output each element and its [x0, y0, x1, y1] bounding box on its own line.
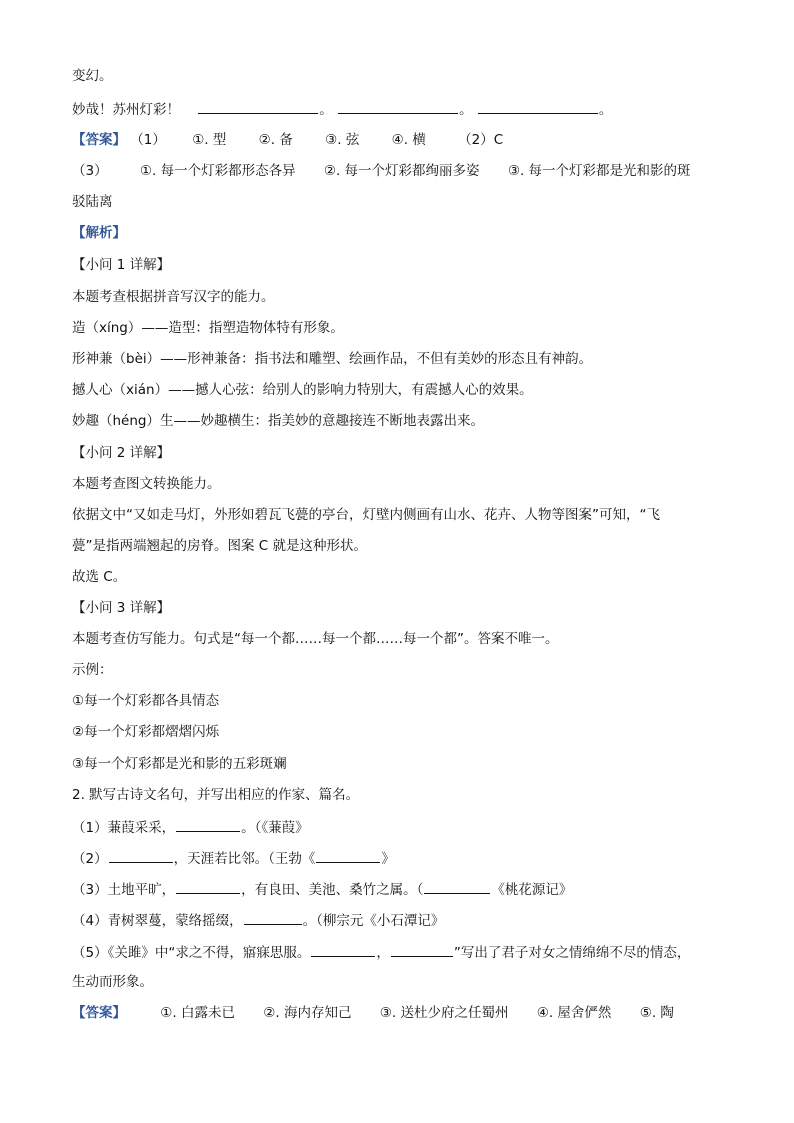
answer-line [72, 161, 691, 181]
question-number: （3） [72, 163, 108, 179]
text-segment: 妙哉！苏州灯彩！ [72, 102, 180, 118]
section-heading: 【小问 1 详解】 [72, 257, 171, 273]
fill-blank[interactable] [176, 816, 240, 832]
answer-line [72, 130, 503, 150]
fill-blank[interactable] [311, 941, 375, 957]
text-line: ②每一个灯彩都熠熠闪烁 [72, 724, 220, 740]
text-line: 甍”是指两端翘起的房脊。图案 C 就是这种形状。 [72, 538, 368, 554]
answer-item: ①. 型 [192, 132, 227, 148]
text-line: 形神兼（bèi）——形神兼备：指书法和雕塑、绘画作品，不但有美妙的形态且有神韵。 [72, 351, 593, 367]
answer-item: ①. 每一个灯彩都形态各异 [139, 163, 296, 179]
text-segment: ，有良田、美池、桑竹之属。（ [241, 882, 424, 898]
answer-item: ④. 屋舍俨然 [536, 1005, 612, 1021]
answer-label: 【答案】 [72, 132, 126, 148]
text-segment: ”写出了君子对女之情绵绵不尽的情态， [453, 945, 691, 961]
text-segment: 》 [381, 851, 395, 867]
question-line [72, 941, 690, 963]
text-segment: （3）土地平旷， [72, 882, 176, 898]
text-segment: ， [376, 945, 390, 961]
answer-item: ②. 备 [258, 132, 293, 148]
text-segment: 。 [319, 102, 333, 118]
text-line: 本题考查仿写能力。句式是“每一个都……每一个都……每一个都”。答案不唯一。 [72, 631, 559, 647]
question-number: （1） [130, 132, 166, 148]
text-line: 妙趣（héng）生——妙趣横生：指美妙的意趣接连不断地表露出来。 [72, 413, 484, 429]
text-segment: 。 [459, 102, 473, 118]
text-segment: （4）青树翠蔓，蒙络摇缀， [72, 913, 243, 929]
text-line: 依据文中“又如走马灯，外形如碧瓦飞甍的亭台，灯壁内侧画有山水、花卉、人物等图案”可知，“飞 [72, 507, 660, 523]
text-line: 造（xíng）——造型：指塑造物体特有形象。 [72, 320, 344, 336]
answer-item: ②. 海内存知己 [263, 1005, 352, 1021]
fill-blank[interactable] [109, 847, 173, 863]
text-segment: （5）《关雎》中“求之不得，寤寐思服。 [72, 945, 311, 961]
analysis-label: 【解析】 [72, 225, 126, 241]
text-segment: （2） [72, 851, 108, 867]
text-segment: 。（《蒹葭》 [241, 820, 309, 836]
text-segment: 。（柳宗元《小石潭记》 [302, 913, 445, 929]
section-heading: 【小问 3 详解】 [72, 600, 171, 616]
fill-blank[interactable] [478, 98, 598, 114]
fill-blank[interactable] [244, 909, 302, 925]
text-line: 本题考查根据拼音写汉字的能力。 [72, 289, 275, 305]
answer-item: ③. 弦 [325, 132, 360, 148]
fill-blank[interactable] [198, 98, 318, 114]
section-heading: 【小问 2 详解】 [72, 445, 171, 461]
fill-blank[interactable] [338, 98, 458, 114]
question-line [72, 878, 572, 900]
fill-blank[interactable] [176, 878, 240, 894]
text-line: 本题考查图文转换能力。 [72, 476, 221, 492]
text-line: ①每一个灯彩都各具情态 [72, 693, 220, 709]
answer-item: ③. 每一个灯彩都是光和影的斑 [507, 163, 691, 179]
fill-blank[interactable] [391, 941, 453, 957]
question-answer: （2）C [458, 132, 504, 148]
answer-item: ③. 送杜少府之任蜀州 [379, 1005, 509, 1021]
answer-item: ②. 每一个灯彩都绚丽多姿 [323, 163, 480, 179]
text-segment: 《桃花源记》 [491, 882, 573, 898]
text-line: 撼人心（xián）——撼人心弦：给别人的影响力特别大，有震撼人心的效果。 [72, 382, 533, 398]
text-segment: ，天涯若比邻。（王勃《 [173, 851, 316, 867]
text-line: 示例： [72, 662, 113, 678]
text-line: 驳陆离 [72, 194, 113, 210]
text-line: ③每一个灯彩都是光和影的五彩斑斓 [72, 756, 287, 772]
question-line [72, 909, 444, 931]
question-line [72, 816, 309, 838]
text-line: 变幻。 [72, 68, 113, 84]
fill-blank[interactable] [424, 878, 490, 894]
question-heading: 2. 默写古诗文名句，并写出相应的作家、篇名。 [72, 787, 360, 803]
fill-blank[interactable] [316, 847, 380, 863]
text-segment: 。 [598, 102, 613, 118]
answer-item: ⑤. 陶 [639, 1005, 674, 1021]
text-line: 故选 C。 [72, 569, 127, 585]
answer-line [72, 1003, 674, 1023]
answer-blank-line [72, 98, 612, 120]
answer-label: 【答案】 [72, 1005, 126, 1021]
question-line [72, 847, 395, 869]
answer-item: ①. 白露未已 [160, 1005, 235, 1021]
text-segment: （1）蒹葭采采， [72, 820, 176, 836]
text-line: 生动而形象。 [72, 974, 153, 990]
answer-item: ④. 横 [391, 132, 426, 148]
